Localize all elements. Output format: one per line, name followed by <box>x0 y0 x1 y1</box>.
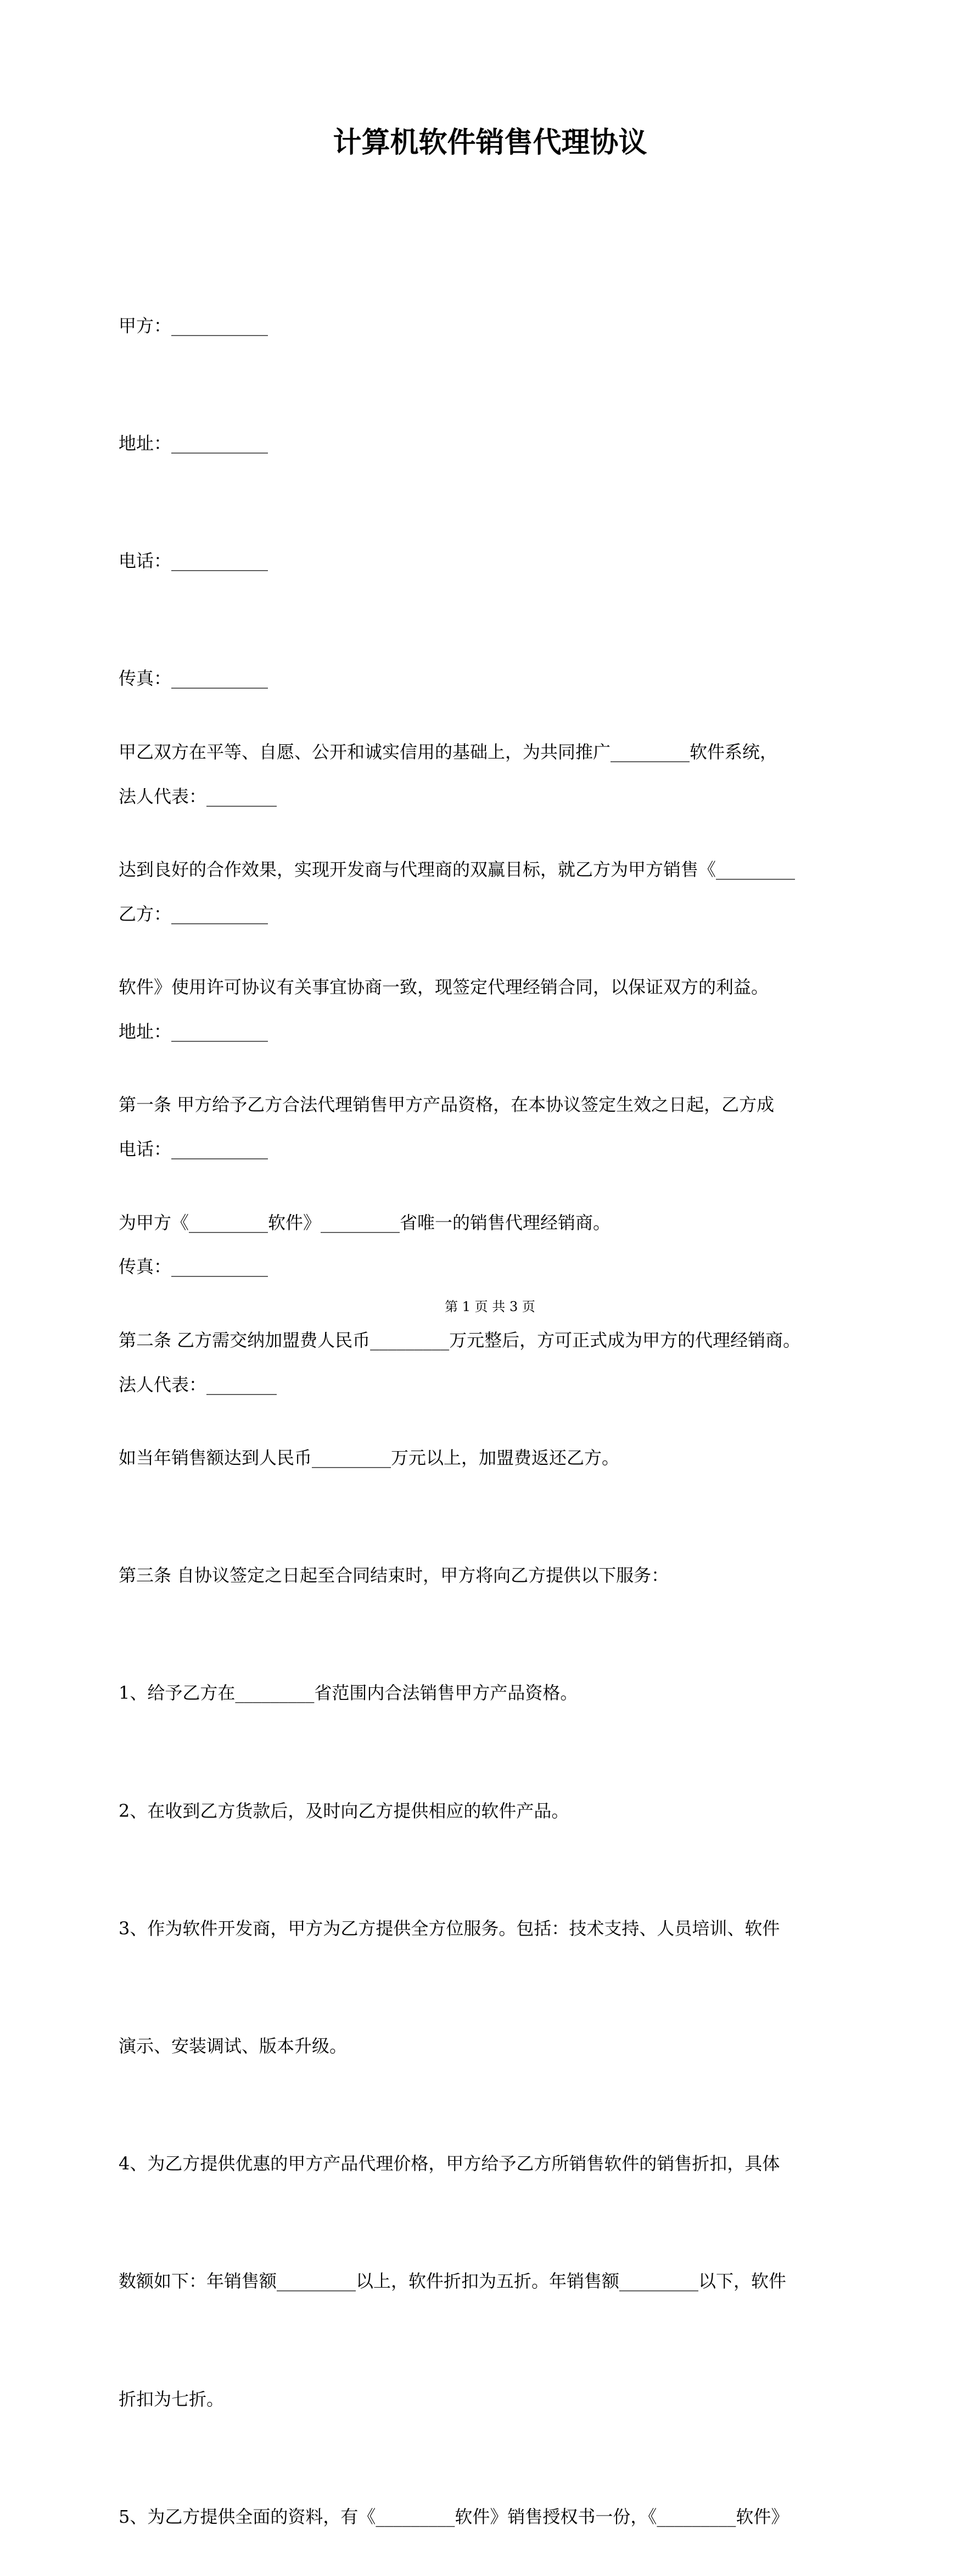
body-line: 为甲方《_________软件》_________省唯一的销售代理经销商。 <box>119 1212 611 1233</box>
body-line: 达到良好的合作效果，实现开发商与代理商的双赢目标，就乙方为甲方销售《_________ <box>119 859 796 880</box>
field-party-a-address: 地址：___________ <box>119 433 268 454</box>
body-line: 如当年销售额达到人民币_________万元以上，加盟费返还乙方。 <box>119 1447 620 1469</box>
body-line: 第三条 自协议签定之日起至合同结束时，甲方将向乙方提供以下服务： <box>119 1565 669 1586</box>
page-footer: 第 1 页 共 3 页 <box>445 1299 535 1314</box>
body-line: 3、作为软件开发商，甲方为乙方提供全方位服务。包括：技术支持、人员培训、软件 <box>119 1917 780 1939</box>
body-line: 数额如下：年销售额_________以上，软件折扣为五折。年销售额_________以下，软件 <box>119 2271 787 2292</box>
field-party-a-legal-rep: 法人代表：________ <box>119 785 277 807</box>
body-line: 第一条 甲方给予乙方合法代理销售甲方产品资格，在本协议签定生效之日起，乙方成 <box>119 1094 775 1116</box>
field-party-a: 甲方：___________ <box>119 315 268 336</box>
field-party-a-fax: 传真：___________ <box>119 668 268 689</box>
agreement-body <box>119 654 876 2576</box>
body-line: 第二条 乙方需交纳加盟费人民币_________万元整后，方可正式成为甲方的代理经销商。 <box>119 1329 801 1351</box>
field-party-a-phone: 电话：___________ <box>119 550 268 572</box>
document-title: 计算机软件销售代理协议 <box>333 126 647 159</box>
body-line: 折扣为七折。 <box>119 2388 225 2410</box>
body-line: 5、为乙方提供全面的资料，有《_________软件》销售授权书一份，《_________软件》 <box>119 2506 789 2527</box>
field-party-b-phone: 电话：___________ <box>119 1139 268 1160</box>
field-party-b-legal-rep: 法人代表：________ <box>119 1374 277 1395</box>
field-party-b: 乙方：___________ <box>119 903 268 924</box>
field-party-b-fax: 传真：___________ <box>119 1256 268 1278</box>
field-party-b-address: 地址：___________ <box>119 1021 268 1042</box>
body-line: 演示、安装调试、版本升级。 <box>119 2036 348 2057</box>
body-line: 软件》使用许可协议有关事宜协商一致，现签定代理经销合同，以保证双方的利益。 <box>119 977 769 998</box>
body-line: 4、为乙方提供优惠的甲方产品代理价格，甲方给予乙方所销售软件的销售折扣，具体 <box>119 2153 780 2174</box>
body-line: 1、给予乙方在_________省范围内合法销售甲方产品资格。 <box>119 1682 578 1704</box>
body-line: 甲乙双方在平等、自愿、公开和诚实信用的基础上，为共同推广_________软件系统， <box>119 741 778 762</box>
body-line: 2、在收到乙方货款后，及时向乙方提供相应的软件产品。 <box>119 1800 569 1821</box>
